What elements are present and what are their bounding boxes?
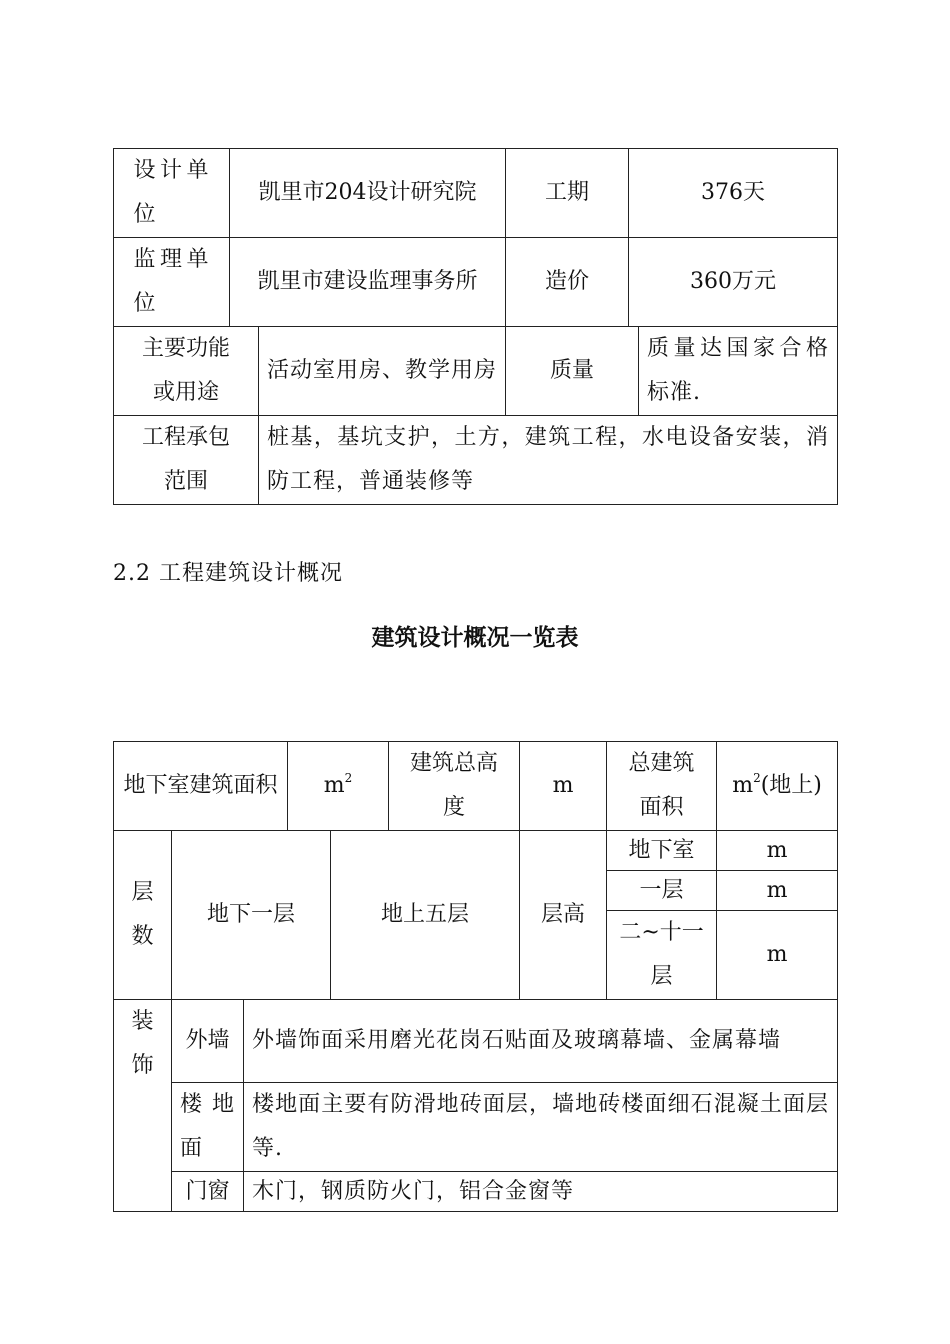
first-floor-height-label: 一层 (607, 871, 717, 911)
function-value: 活动室用房、教学用房 (259, 327, 506, 416)
basement-area-unit: $m^2$ (288, 742, 389, 831)
function-label: 主要功能或用途 (114, 327, 259, 416)
supervision-unit-label: 监理单位 (114, 238, 230, 327)
floors-label: 层数 (114, 831, 172, 1000)
design-unit-label: 设计单位 (114, 149, 230, 238)
total-height-unit: m (520, 742, 607, 831)
basement-height-unit: m (717, 831, 838, 871)
table-title: 建筑设计概况一览表 (371, 624, 579, 651)
total-area-label: 总建筑面积 (607, 742, 717, 831)
floor-height-label: 层高 (520, 831, 607, 1000)
cost-label: 造价 (506, 238, 629, 327)
superscript-two: 2 (344, 771, 353, 785)
upper-floors-height-label: 二~十一层 (607, 911, 717, 1000)
floor-value: 楼地面主要有防滑地砖面层，墙地砖楼面细石混凝土面层等. (244, 1083, 838, 1172)
exterior-wall-label: 外墙 (172, 1000, 244, 1083)
supervision-unit-value: 凯里市建设监理事务所 (230, 238, 506, 327)
floors-above: 地上五层 (331, 831, 520, 1000)
total-area-unit: $m^2$(地上) (717, 742, 838, 831)
total-height-label: 建筑总高度 (389, 742, 520, 831)
quality-value: 质量达国家合格标准. (639, 327, 838, 416)
scope-value: 桩基，基坑支护，土方，建筑工程，水电设备安装，消防工程，普通装修等 (259, 416, 838, 505)
section-heading: 2.2 工程建筑设计概况 (113, 561, 343, 586)
first-floor-height-unit: m (717, 871, 838, 911)
design-unit-value: 凯里市204设计研究院 (230, 149, 506, 238)
upper-floors-height-unit: m (717, 911, 838, 1000)
basement-height-label: 地下室 (607, 831, 717, 871)
basement-area-label: 地下室建筑面积 (114, 742, 288, 831)
scope-label: 工程承包范围 (114, 416, 259, 505)
project-info-table (113, 148, 838, 505)
floors-below: 地下一层 (172, 831, 331, 1000)
doors-windows-label: 门窗 (172, 1172, 244, 1212)
exterior-wall-value: 外墙饰面采用磨光花岗石贴面及玻璃幕墙、金属幕墙 (244, 1000, 838, 1083)
duration-label: 工期 (506, 149, 629, 238)
duration-value: 376天 (629, 149, 838, 238)
floor-label: 楼地面 (172, 1083, 244, 1172)
cost-value: 360万元 (629, 238, 838, 327)
doors-windows-value: 木门，钢质防火门，铝合金窗等 (244, 1172, 838, 1212)
design-overview-table (113, 741, 838, 1212)
decoration-label: 装饰 (114, 1000, 172, 1212)
quality-label: 质量 (506, 327, 639, 416)
